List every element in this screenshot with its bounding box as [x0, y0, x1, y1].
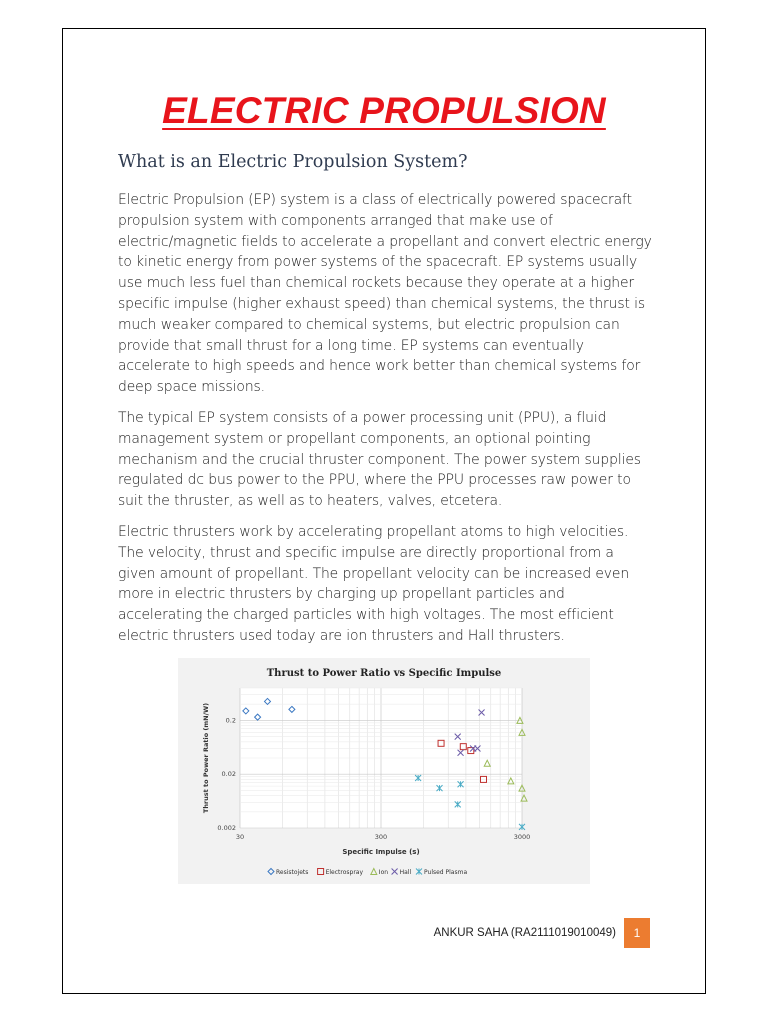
resistojets-legend-label: Resistojets: [276, 869, 309, 876]
y-axis-label: Thrust to Power Ratio (mN/W): [202, 702, 210, 814]
footer-author: ANKUR SAHA (RA2111019010049): [433, 927, 616, 939]
chart-title: Thrust to Power Ratio vs Specific Impulse: [266, 668, 502, 679]
scatter-chart: [178, 658, 590, 884]
y-tick-label: 0.02: [221, 770, 236, 779]
hall-legend-label: Hall: [399, 869, 412, 876]
page-number-badge: 1: [624, 918, 650, 948]
x-tick-label: 30: [235, 833, 245, 841]
section-heading: What is an Electric Propulsion System?: [118, 152, 468, 172]
paragraph-1: Electric Propulsion (EP) system is a class of electrically powered spacecraft propulsion system with components arranged that make use of electric/magnetic fields to accelerate a propellant and convert electric energy to kinetic energy from power systems of the spacecraft. EP systems usually use much less fuel than chemical rockets because they operate at a higher specific impulse (higher exhaust speed) than chemical systems, the thrust is much weaker compared to chemical systems, but electric propulsion can provide that small thrust for a long time. EP systems can eventually accelerate to high speeds and hence work better than chemical systems for deep space missions.: [118, 192, 652, 396]
chart-svg: [178, 658, 590, 884]
electrospray-legend-label: Electrospray: [325, 869, 364, 876]
y-tick-label: 0.2: [225, 716, 236, 725]
pulsed-plasma-legend-label: Pulsed Plasma: [424, 869, 468, 876]
document-title: ELECTRIC PROPULSION: [162, 90, 606, 131]
ion-legend-label: Ion: [378, 869, 389, 876]
y-tick-label: 0.002: [217, 824, 236, 832]
x-axis-label: Specific Impulse (s): [342, 848, 420, 856]
x-tick-label: 300: [374, 833, 388, 841]
x-tick-label: 3000: [513, 833, 531, 841]
paragraph-3: Electric thrusters work by accelerating propellant atoms to high velocities. The velocity, thrust and specific impulse are directly proportional from a given amount of propellant. The propellant velocity can be increased even more in electric thrusters by charging up propellant particles and accelerating the charged particles with high voltages. The most efficient electric thrusters used today are ion thrusters and Hall thrusters.: [118, 524, 630, 644]
gridlines: [240, 688, 522, 828]
paragraph-2: The typical EP system consists of a power processing unit (PPU), a fluid management system or propellant components, an optional pointing mechanism and the crucial thruster component. The power system supplies regulated dc bus power to the PPU, where the PPU processes raw power to suit the thruster, as well as to heaters, valves, etcetera.: [118, 410, 641, 510]
